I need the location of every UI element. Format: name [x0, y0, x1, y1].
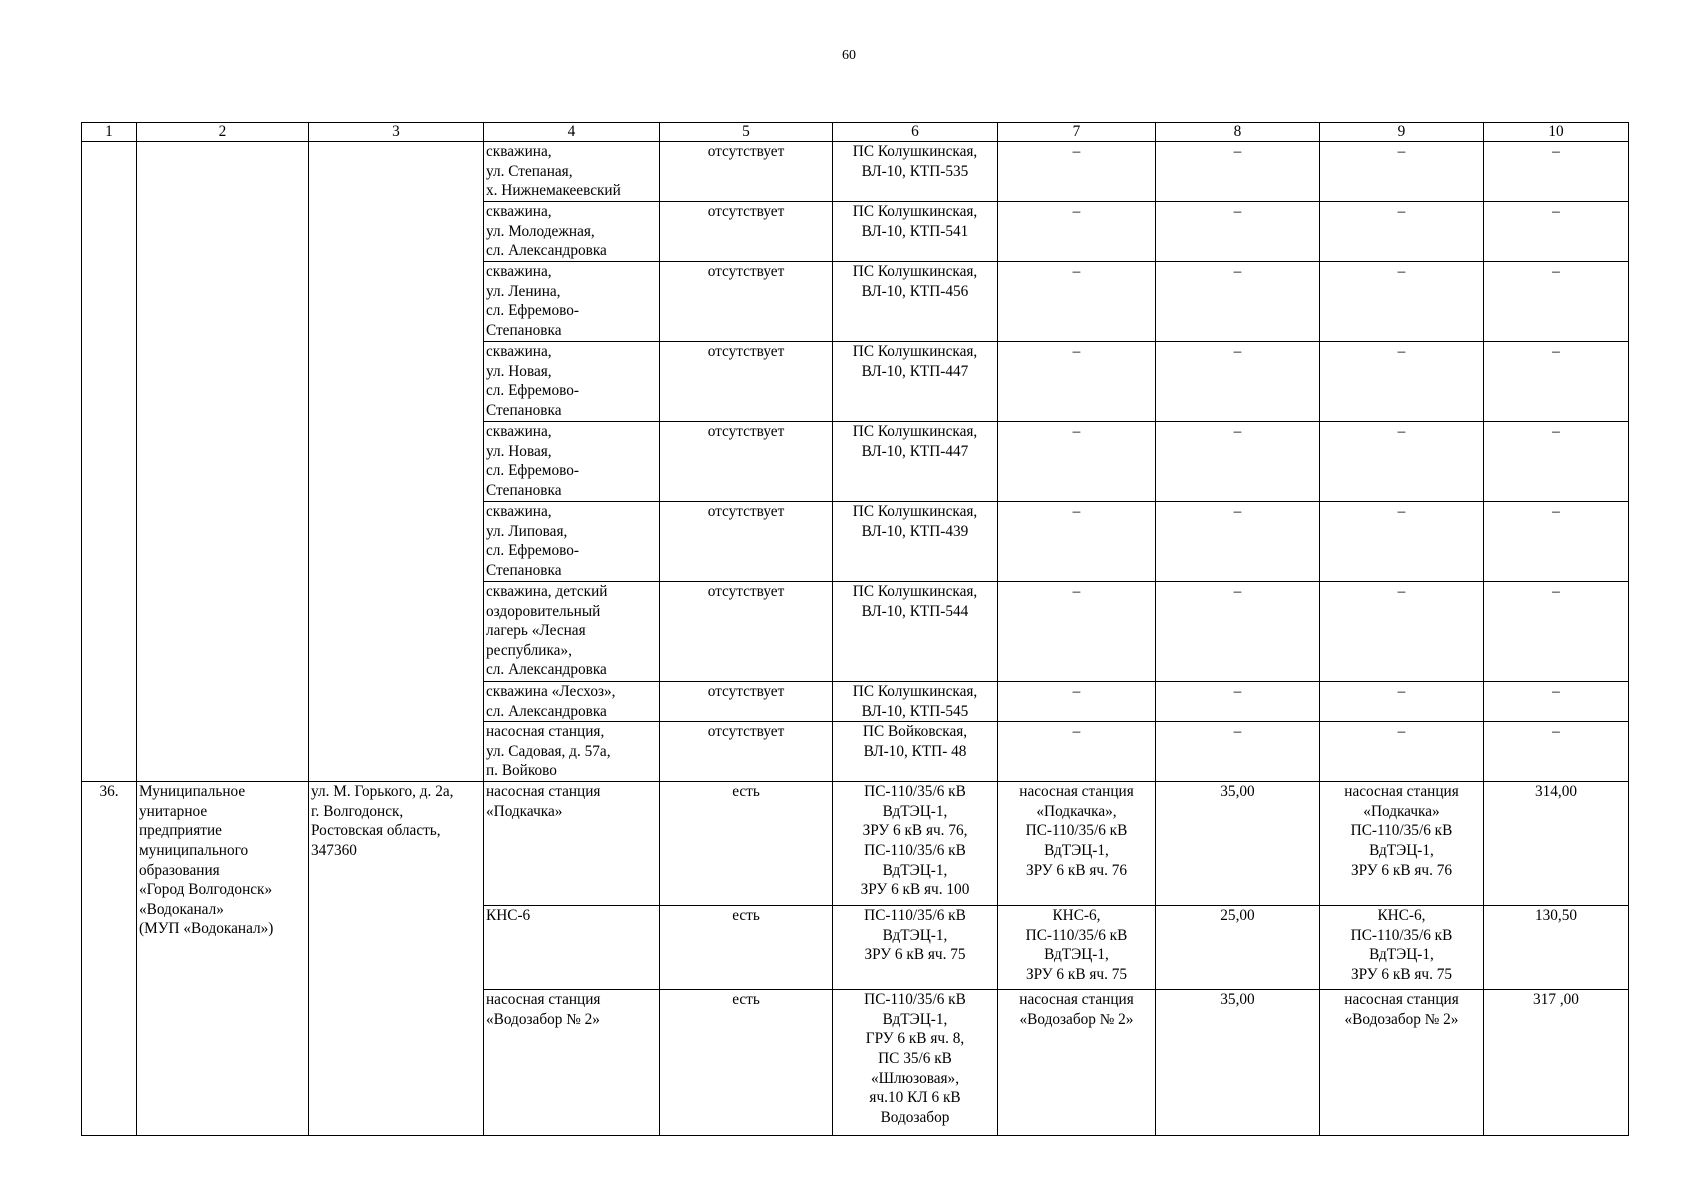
availability-cell: отсутствует — [660, 202, 833, 262]
col7-cell: – — [998, 202, 1156, 262]
availability-cell: отсутствует — [660, 342, 833, 422]
col7-cell: насосная станция «Подкачка», ПС-110/35/6 кВ ВдТЭЦ-1, ЗРУ 6 кВ яч. 76 — [998, 782, 1156, 906]
col9-cell: – — [1320, 142, 1484, 202]
col10-cell: – — [1484, 582, 1629, 682]
power-source-cell: ПС Колушкинская, ВЛ-10, КТП-544 — [833, 582, 998, 682]
col8-cell: – — [1156, 682, 1320, 722]
col10-cell: – — [1484, 502, 1629, 582]
object-cell: скважина, ул. Степаная, х. Нижнемакеевский — [484, 142, 660, 202]
col10-cell: – — [1484, 722, 1629, 782]
col7-cell: – — [998, 142, 1156, 202]
col10-cell: – — [1484, 262, 1629, 342]
availability-cell: есть — [660, 906, 833, 990]
power-source-cell: ПС Колушкинская, ВЛ-10, КТП-447 — [833, 342, 998, 422]
col8-cell: – — [1156, 422, 1320, 502]
power-source-cell: ПС Колушкинская, ВЛ-10, КТП-456 — [833, 262, 998, 342]
col10-cell: 317 ,00 — [1484, 990, 1629, 1136]
col9-cell: – — [1320, 722, 1484, 782]
number-cell: 36. — [82, 782, 137, 1136]
col8-cell: – — [1156, 202, 1320, 262]
col10-cell: – — [1484, 422, 1629, 502]
header-cell: 5 — [660, 123, 833, 142]
header-cell: 8 — [1156, 123, 1320, 142]
object-cell: насосная станция «Подкачка» — [484, 782, 660, 906]
header-cell: 1 — [82, 123, 137, 142]
availability-cell: отсутствует — [660, 422, 833, 502]
col7-cell: насосная станция «Водозабор № 2» — [998, 990, 1156, 1136]
col8-cell: – — [1156, 582, 1320, 682]
power-source-cell: ПС Колушкинская, ВЛ-10, КТП-439 — [833, 502, 998, 582]
availability-cell: отсутствует — [660, 262, 833, 342]
col10-cell: – — [1484, 342, 1629, 422]
power-source-cell: ПС Колушкинская, ВЛ-10, КТП-541 — [833, 202, 998, 262]
power-source-cell: ПС-110/35/6 кВ ВдТЭЦ-1, ЗРУ 6 кВ яч. 75 — [833, 906, 998, 990]
availability-cell: есть — [660, 990, 833, 1136]
col9-cell: – — [1320, 202, 1484, 262]
col9-cell: – — [1320, 342, 1484, 422]
header-cell: 2 — [137, 123, 309, 142]
header-cell: 10 — [1484, 123, 1629, 142]
table-row — [82, 142, 1629, 202]
col7-cell: – — [998, 262, 1156, 342]
power-source-cell: ПС Колушкинская, ВЛ-10, КТП-545 — [833, 682, 998, 722]
col9-cell: насосная станция «Подкачка» ПС-110/35/6 кВ ВдТЭЦ-1, ЗРУ 6 кВ яч. 76 — [1320, 782, 1484, 906]
header-cell: 9 — [1320, 123, 1484, 142]
power-source-cell: ПС Колушкинская, ВЛ-10, КТП-535 — [833, 142, 998, 202]
col7-cell: – — [998, 422, 1156, 502]
organization-cell: Муниципальное унитарное предприятие муниципального образования «Город Волгодонск» «Водоканал» (МУП «Водоканал») — [137, 782, 309, 1136]
object-cell: насосная станция «Водозабор № 2» — [484, 990, 660, 1136]
object-cell: скважина, ул. Новая, сл. Ефремово- Степановка — [484, 342, 660, 422]
col8-cell: – — [1156, 722, 1320, 782]
col7-cell: – — [998, 682, 1156, 722]
col9-cell: КНС-6, ПС-110/35/6 кВ ВдТЭЦ-1, ЗРУ 6 кВ яч. 75 — [1320, 906, 1484, 990]
col8-cell: – — [1156, 262, 1320, 342]
header-row — [82, 123, 1629, 142]
col8-cell: – — [1156, 142, 1320, 202]
object-cell: скважина, ул. Молодежная, сл. Александровка — [484, 202, 660, 262]
availability-cell: отсутствует — [660, 142, 833, 202]
header-cell: 7 — [998, 123, 1156, 142]
col7-cell: – — [998, 582, 1156, 682]
col9-cell: – — [1320, 682, 1484, 722]
address-cell: ул. М. Горького, д. 2а, г. Волгодонск, Ростовская область, 347360 — [309, 782, 484, 1136]
object-cell: скважина, ул. Ленина, сл. Ефремово- Степановка — [484, 262, 660, 342]
object-cell: скважина, детский оздоровительный лагерь «Лесная республика», сл. Александровка — [484, 582, 660, 682]
col10-cell: – — [1484, 682, 1629, 722]
availability-cell: отсутствует — [660, 502, 833, 582]
number-cell — [82, 142, 137, 782]
col10-cell: 314,00 — [1484, 782, 1629, 906]
object-cell: скважина, ул. Новая, сл. Ефремово- Степановка — [484, 422, 660, 502]
object-cell: насосная станция, ул. Садовая, д. 57а, п. Войково — [484, 722, 660, 782]
table-row — [82, 782, 1629, 906]
address-cell — [309, 142, 484, 782]
availability-cell: отсутствует — [660, 722, 833, 782]
col9-cell: – — [1320, 422, 1484, 502]
col9-cell: – — [1320, 502, 1484, 582]
col8-cell: 25,00 — [1156, 906, 1320, 990]
col8-cell: 35,00 — [1156, 782, 1320, 906]
object-cell: КНС-6 — [484, 906, 660, 990]
object-cell: скважина, ул. Липовая, сл. Ефремово- Степановка — [484, 502, 660, 582]
col10-cell: 130,50 — [1484, 906, 1629, 990]
col7-cell: – — [998, 722, 1156, 782]
page-number: 60 — [842, 48, 856, 63]
object-cell: скважина «Лесхоз», сл. Александровка — [484, 682, 660, 722]
col9-cell: – — [1320, 262, 1484, 342]
col10-cell: – — [1484, 142, 1629, 202]
data-table — [81, 122, 1629, 1136]
col9-cell: насосная станция «Водозабор № 2» — [1320, 990, 1484, 1136]
col7-cell: КНС-6, ПС-110/35/6 кВ ВдТЭЦ-1, ЗРУ 6 кВ яч. 75 — [998, 906, 1156, 990]
col8-cell: 35,00 — [1156, 990, 1320, 1136]
header-cell: 3 — [309, 123, 484, 142]
col8-cell: – — [1156, 342, 1320, 422]
col9-cell: – — [1320, 582, 1484, 682]
power-source-cell: ПС Войковская, ВЛ-10, КТП- 48 — [833, 722, 998, 782]
availability-cell: есть — [660, 782, 833, 906]
header-cell: 4 — [484, 123, 660, 142]
organization-cell — [137, 142, 309, 782]
availability-cell: отсутствует — [660, 682, 833, 722]
col7-cell: – — [998, 502, 1156, 582]
col7-cell: – — [998, 342, 1156, 422]
availability-cell: отсутствует — [660, 582, 833, 682]
power-source-cell: ПС-110/35/6 кВ ВдТЭЦ-1, ЗРУ 6 кВ яч. 76, ПС-110/35/6 кВ ВдТЭЦ-1, ЗРУ 6 кВ яч. 100 — [833, 782, 998, 906]
power-source-cell: ПС-110/35/6 кВ ВдТЭЦ-1, ГРУ 6 кВ яч. 8, ПС 35/6 кВ «Шлюзовая», яч.10 КЛ 6 кВ Водозабор — [833, 990, 998, 1136]
col8-cell: – — [1156, 502, 1320, 582]
power-source-cell: ПС Колушкинская, ВЛ-10, КТП-447 — [833, 422, 998, 502]
col10-cell: – — [1484, 202, 1629, 262]
header-cell: 6 — [833, 123, 998, 142]
